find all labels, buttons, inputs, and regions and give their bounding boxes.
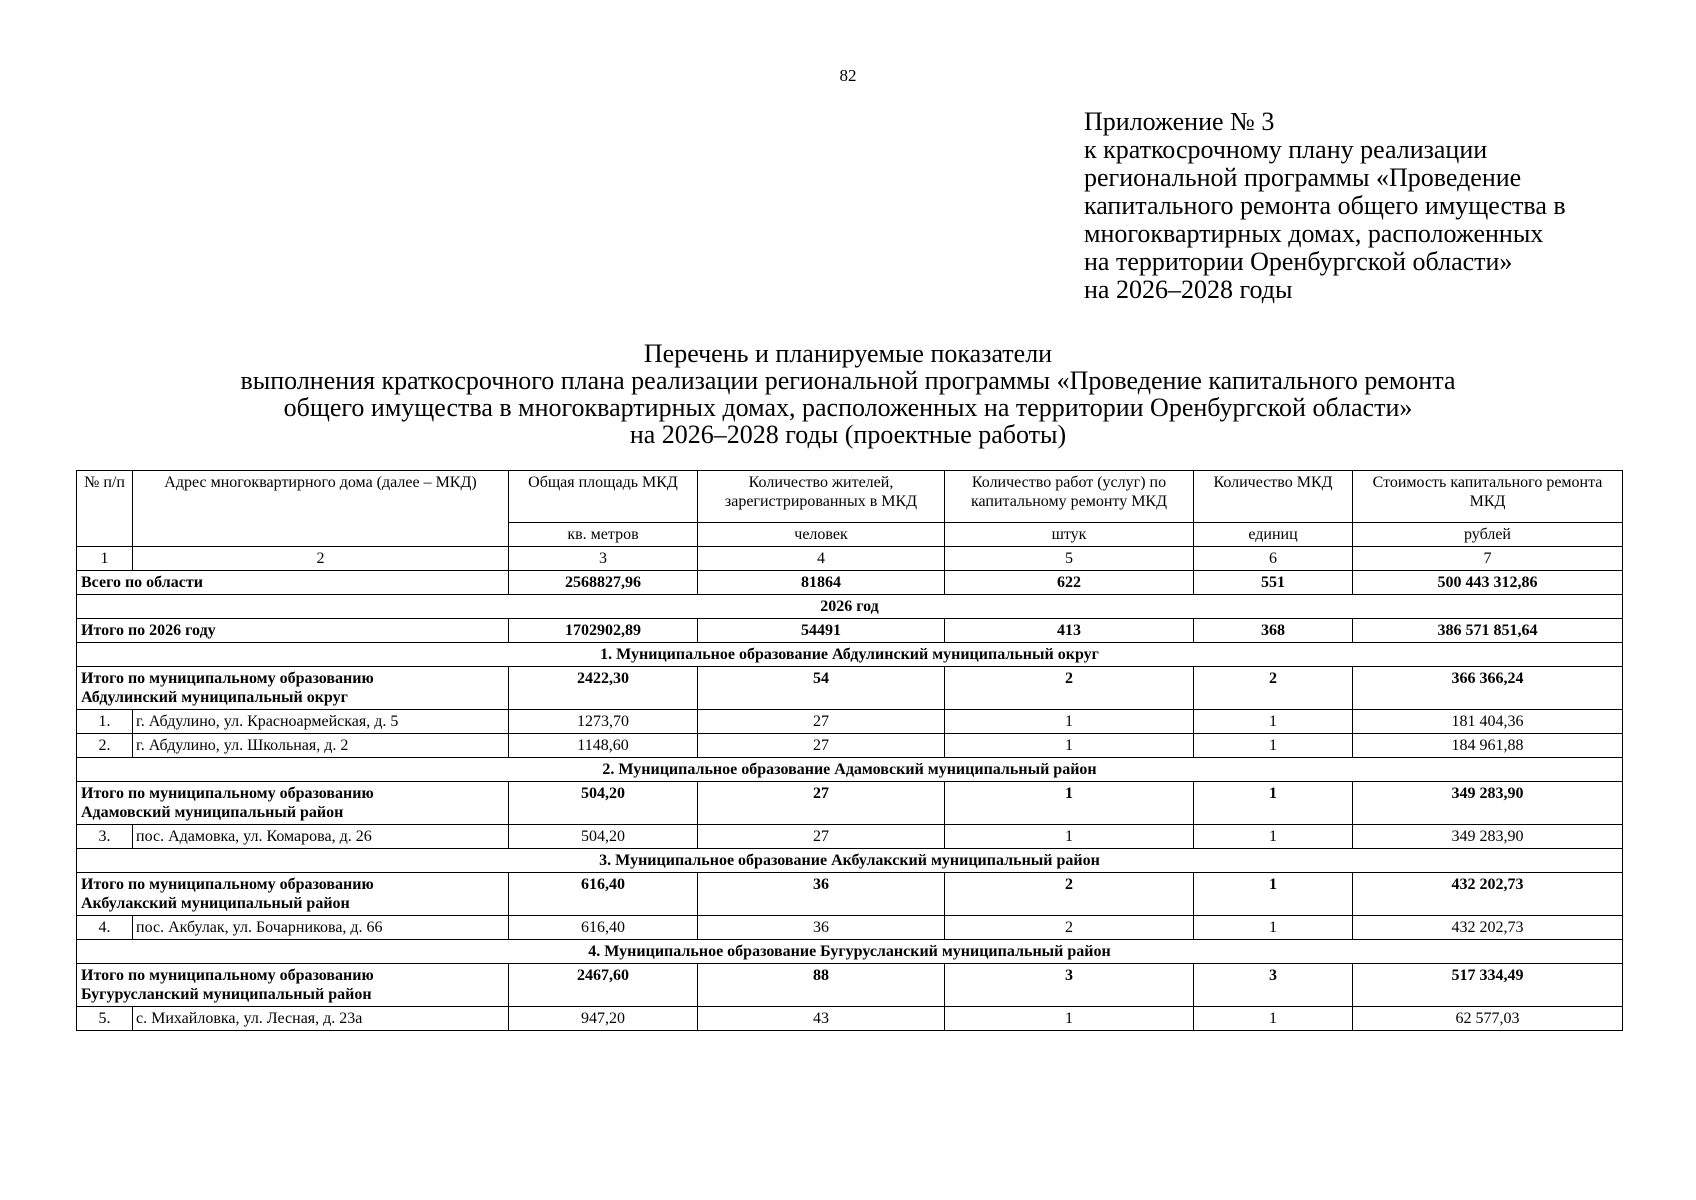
subtotal-works: 2 [945,873,1194,916]
table-row [77,825,1623,849]
section-subtotal-row [77,964,1623,1007]
row-mkd: 1 [1194,710,1353,734]
row-address: с. Михайловка, ул. Лесная, д. 23а [133,1007,509,1031]
row-address: г. Абдулино, ул. Школьная, д. 2 [133,734,509,758]
row-works: 1 [945,734,1194,758]
section-heading: 4. Муниципальное образование Бугурусланский муниципальный район [77,940,1623,964]
row-address: пос. Акбулак, ул. Бочарникова, д. 66 [133,916,509,940]
subtotal-label: Итого по муниципальному образованию Акбулакский муниципальный район [77,873,509,916]
total-region-label: Всего по области [77,571,509,595]
row-mkd: 1 [1194,1007,1353,1031]
row-mkd: 1 [1194,734,1353,758]
subtotal-residents: 54 [698,667,945,710]
header-area: Общая площадь МКД [509,471,698,523]
column-number: 4 [698,547,945,571]
row-works: 2 [945,916,1194,940]
subtotal-area: 504,20 [509,782,698,825]
row-works: 1 [945,710,1194,734]
total-region-area: 2568827,96 [509,571,698,595]
appendix-block [1084,108,1684,304]
row-cost: 184 961,88 [1353,734,1623,758]
row-area: 1148,60 [509,734,698,758]
total-year-label: Итого по 2026 году [77,619,509,643]
year-heading: 2026 год [77,595,1623,619]
row-number: 4. [77,916,133,940]
subtotal-label: Итого по муниципальному образованию Адамовский муниципальный район [77,782,509,825]
row-number: 1. [77,710,133,734]
row-cost: 432 202,73 [1353,916,1623,940]
title-line: на 2026–2028 годы (проектные работы) [629,420,1067,449]
section-subtotal-row [77,873,1623,916]
subtotal-mkd: 1 [1194,782,1353,825]
subtotal-cost: 366 366,24 [1353,667,1623,710]
section-heading: 3. Муниципальное образование Акбулакский муниципальный район [77,849,1623,873]
subtotal-residents: 88 [698,964,945,1007]
row-cost: 181 404,36 [1353,710,1623,734]
subtotal-residents: 27 [698,782,945,825]
header-num: № п/п [77,471,133,547]
column-number: 3 [509,547,698,571]
total-year-residents: 54491 [698,619,945,643]
subtotal-residents: 36 [698,873,945,916]
header-residents: Количество жителей, зарегистрированных в МКД [698,471,945,523]
table-column-numbers-row [77,547,1623,571]
row-residents: 27 [698,710,945,734]
appendix-line: многоквартирных домах, расположенных [1084,219,1544,248]
total-year-mkd: 368 [1194,619,1353,643]
title-line: общего имущества в многоквартирных домах, расположенных на территории Оренбургской области» [283,393,1413,422]
column-number: 6 [1194,547,1353,571]
total-year-row [77,619,1623,643]
total-region-row [77,571,1623,595]
row-address: пос. Адамовка, ул. Комарова, д. 26 [133,825,509,849]
header-works: Количество работ (услуг) по капитальному ремонту МКД [945,471,1194,523]
mkd-table [76,470,1623,1031]
subtotal-works: 3 [945,964,1194,1007]
section-heading-row [77,643,1623,667]
row-cost: 62 577,03 [1353,1007,1623,1031]
unit-works: штук [945,523,1194,547]
unit-residents: человек [698,523,945,547]
title-line: Перечень и планируемые показатели [643,339,1053,368]
row-area: 1273,70 [509,710,698,734]
row-residents: 27 [698,734,945,758]
appendix-line: на территории Оренбургской области» [1084,247,1513,276]
unit-mkd-count: единиц [1194,523,1353,547]
table-header-row [77,471,1623,523]
appendix-line: региональной программы «Проведение [1084,163,1522,192]
table-row [77,1007,1623,1031]
row-works: 1 [945,1007,1194,1031]
subtotal-mkd: 2 [1194,667,1353,710]
total-year-area: 1702902,89 [509,619,698,643]
row-mkd: 1 [1194,916,1353,940]
header-cost: Стоимость капитального ремонта МКД [1353,471,1623,523]
total-year-works: 413 [945,619,1194,643]
section-heading-row [77,849,1623,873]
appendix-line: на 2026–2028 годы [1084,275,1293,304]
row-cost: 349 283,90 [1353,825,1623,849]
subtotal-cost: 432 202,73 [1353,873,1623,916]
table-row [77,710,1623,734]
section-subtotal-row [77,667,1623,710]
year-heading-row [77,595,1623,619]
document-title [0,340,1696,448]
row-residents: 43 [698,1007,945,1031]
column-number: 2 [133,547,509,571]
subtotal-works: 2 [945,667,1194,710]
subtotal-cost: 349 283,90 [1353,782,1623,825]
row-residents: 27 [698,825,945,849]
subtotal-area: 2422,30 [509,667,698,710]
table-row [77,916,1623,940]
subtotal-label: Итого по муниципальному образованию Абдулинский муниципальный округ [77,667,509,710]
row-address: г. Абдулино, ул. Красноармейская, д. 5 [133,710,509,734]
row-residents: 36 [698,916,945,940]
section-heading-row [77,940,1623,964]
subtotal-cost: 517 334,49 [1353,964,1623,1007]
unit-area: кв. метров [509,523,698,547]
appendix-line: Приложение № 3 [1084,107,1275,136]
row-number: 5. [77,1007,133,1031]
row-works: 1 [945,825,1194,849]
total-region-cost: 500 443 312,86 [1353,571,1623,595]
title-line: выполнения краткосрочного плана реализации региональной программы «Проведение капитального ремонта [240,366,1456,395]
row-area: 947,20 [509,1007,698,1031]
unit-cost: рублей [1353,523,1623,547]
row-number: 2. [77,734,133,758]
page-number: 82 [839,66,857,85]
subtotal-mkd: 1 [1194,873,1353,916]
subtotal-works: 1 [945,782,1194,825]
section-subtotal-row [77,782,1623,825]
appendix-line: капитального ремонта общего имущества в [1084,191,1566,220]
section-heading-row [77,758,1623,782]
section-heading: 2. Муниципальное образование Адамовский муниципальный район [77,758,1623,782]
row-area: 504,20 [509,825,698,849]
appendix-line: к краткосрочному плану реализации [1084,135,1488,164]
total-year-cost: 386 571 851,64 [1353,619,1623,643]
header-mkd-count: Количество МКД [1194,471,1353,523]
column-number: 7 [1353,547,1623,571]
subtotal-area: 2467,60 [509,964,698,1007]
total-region-residents: 81864 [698,571,945,595]
row-number: 3. [77,825,133,849]
subtotal-mkd: 3 [1194,964,1353,1007]
total-region-works: 622 [945,571,1194,595]
section-heading: 1. Муниципальное образование Абдулинский муниципальный округ [77,643,1623,667]
column-number: 1 [77,547,133,571]
row-mkd: 1 [1194,825,1353,849]
header-address: Адрес многоквартирного дома (далее – МКД) [133,471,509,547]
subtotal-area: 616,40 [509,873,698,916]
subtotal-label: Итого по муниципальному образованию Бугурусланский муниципальный район [77,964,509,1007]
row-area: 616,40 [509,916,698,940]
table-row [77,734,1623,758]
column-number: 5 [945,547,1194,571]
total-region-mkd: 551 [1194,571,1353,595]
